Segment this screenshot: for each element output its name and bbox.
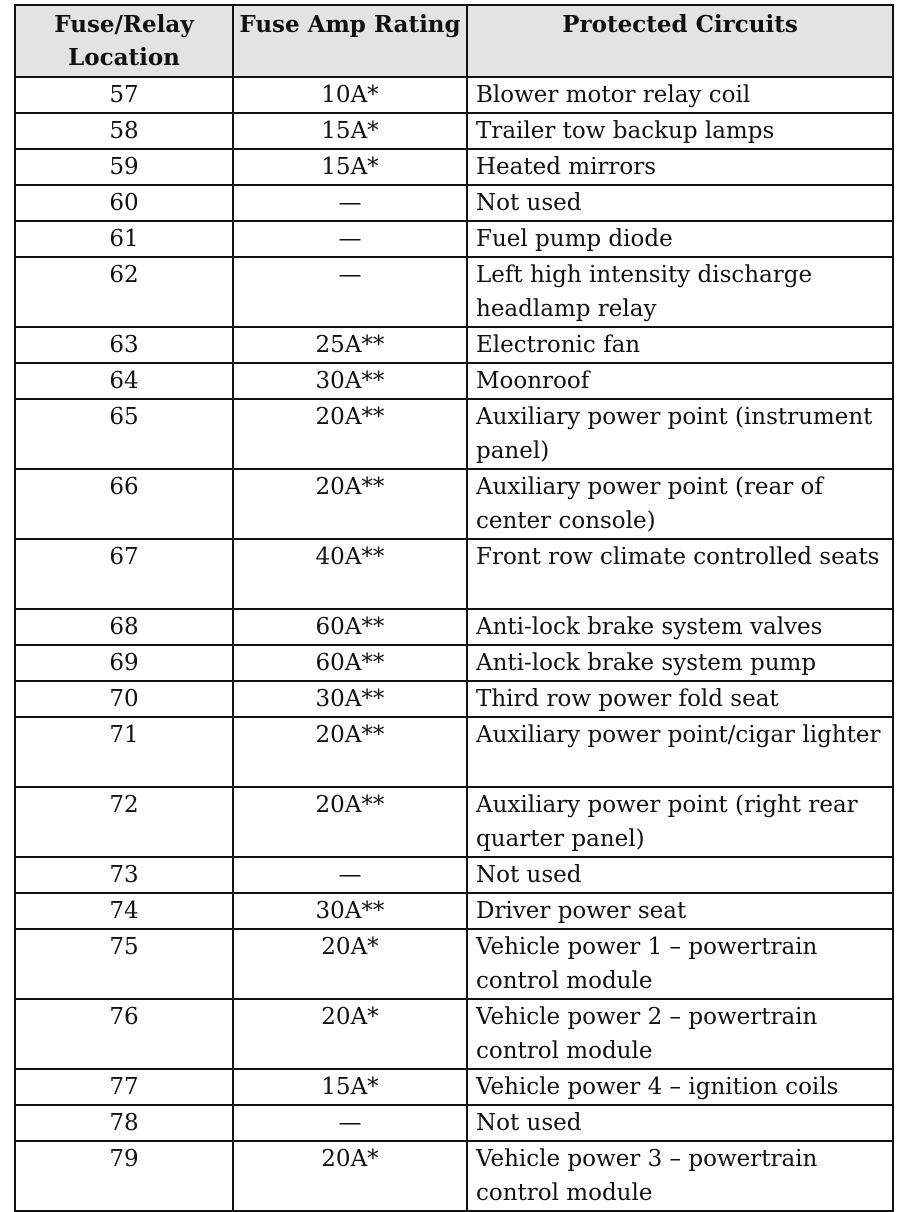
fuse-amp-cell: 10A*	[233, 77, 467, 113]
fuse-location-cell: 66	[15, 469, 233, 539]
table-row	[15, 221, 893, 257]
protected-circuit-cell: Auxiliary power point (right rear quarter panel)	[467, 787, 893, 857]
fuse-amp-cell: 25A**	[233, 327, 467, 363]
protected-circuit-cell: Auxiliary power point (instrument panel)	[467, 399, 893, 469]
table-row	[15, 363, 893, 399]
fuse-amp-cell: 20A*	[233, 999, 467, 1069]
fuse-amp-cell: 20A**	[233, 787, 467, 857]
table-row	[15, 257, 893, 327]
protected-circuit-cell: Electronic fan	[467, 327, 893, 363]
fuse-location-cell: 77	[15, 1069, 233, 1105]
protected-circuit-cell: Left high intensity discharge headlamp relay	[467, 257, 893, 327]
table-row	[15, 929, 893, 999]
protected-circuit-cell: Blower motor relay coil	[467, 77, 893, 113]
fuse-amp-cell: 15A*	[233, 1069, 467, 1105]
table-row	[15, 717, 893, 787]
fuse-location-cell: 71	[15, 717, 233, 787]
header-location: Fuse/Relay Location	[15, 5, 233, 77]
fuse-amp-cell: —	[233, 857, 467, 893]
fuse-location-cell: 79	[15, 1141, 233, 1211]
fuse-amp-cell: —	[233, 257, 467, 327]
table-row	[15, 609, 893, 645]
fuse-location-cell: 62	[15, 257, 233, 327]
protected-circuit-cell: Front row climate controlled seats	[467, 539, 893, 609]
header-protected-circuits: Protected Circuits	[467, 5, 893, 77]
protected-circuit-cell: Not used	[467, 857, 893, 893]
protected-circuit-cell: Third row power fold seat	[467, 681, 893, 717]
table-row	[15, 999, 893, 1069]
fuse-location-cell: 60	[15, 185, 233, 221]
fuse-location-cell: 59	[15, 149, 233, 185]
table-row	[15, 327, 893, 363]
fuse-location-cell: 76	[15, 999, 233, 1069]
table-row	[15, 77, 893, 113]
protected-circuit-cell: Anti-lock brake system pump	[467, 645, 893, 681]
table-row	[15, 469, 893, 539]
protected-circuit-cell: Driver power seat	[467, 893, 893, 929]
fuse-location-cell: 75	[15, 929, 233, 999]
protected-circuit-cell: Vehicle power 4 – ignition coils	[467, 1069, 893, 1105]
table-row	[15, 185, 893, 221]
table-row	[15, 1069, 893, 1105]
header-row	[15, 5, 893, 77]
fuse-amp-cell: 60A**	[233, 645, 467, 681]
table-body	[15, 77, 893, 1211]
protected-circuit-cell: Auxiliary power point/cigar lighter	[467, 717, 893, 787]
table-row	[15, 113, 893, 149]
header-amp-rating: Fuse Amp Rating	[233, 5, 467, 77]
protected-circuit-cell: Auxiliary power point (rear of center console)	[467, 469, 893, 539]
fuse-location-cell: 74	[15, 893, 233, 929]
protected-circuit-cell: Vehicle power 3 – powertrain control module	[467, 1141, 893, 1211]
fuse-location-cell: 73	[15, 857, 233, 893]
fuse-amp-cell: 20A**	[233, 469, 467, 539]
fuse-location-cell: 64	[15, 363, 233, 399]
protected-circuit-cell: Vehicle power 1 – powertrain control module	[467, 929, 893, 999]
fuse-amp-cell: 20A**	[233, 717, 467, 787]
fuse-amp-cell: —	[233, 221, 467, 257]
protected-circuit-cell: Not used	[467, 185, 893, 221]
table-row	[15, 645, 893, 681]
fuse-amp-cell: 15A*	[233, 113, 467, 149]
table-row	[15, 399, 893, 469]
fuse-location-cell: 68	[15, 609, 233, 645]
fuse-amp-cell: 60A**	[233, 609, 467, 645]
fuse-location-cell: 72	[15, 787, 233, 857]
protected-circuit-cell: Anti-lock brake system valves	[467, 609, 893, 645]
protected-circuit-cell: Heated mirrors	[467, 149, 893, 185]
fuse-location-cell: 78	[15, 1105, 233, 1141]
table-row	[15, 149, 893, 185]
fuse-amp-cell: 30A**	[233, 681, 467, 717]
fuse-table-container	[14, 4, 892, 1212]
fuse-amp-cell: 15A*	[233, 149, 467, 185]
table-row	[15, 1141, 893, 1211]
fuse-location-cell: 57	[15, 77, 233, 113]
table-row	[15, 539, 893, 609]
table-row	[15, 787, 893, 857]
fuse-amp-cell: 40A**	[233, 539, 467, 609]
table-row	[15, 1105, 893, 1141]
fuse-location-cell: 69	[15, 645, 233, 681]
fuse-location-cell: 65	[15, 399, 233, 469]
fuse-amp-cell: 20A*	[233, 1141, 467, 1211]
fuse-amp-cell: 20A**	[233, 399, 467, 469]
fuse-table	[14, 4, 894, 1212]
fuse-location-cell: 67	[15, 539, 233, 609]
table-row	[15, 857, 893, 893]
fuse-amp-cell: 20A*	[233, 929, 467, 999]
table-header	[15, 5, 893, 77]
protected-circuit-cell: Vehicle power 2 – powertrain control module	[467, 999, 893, 1069]
fuse-amp-cell: —	[233, 185, 467, 221]
fuse-amp-cell: 30A**	[233, 893, 467, 929]
fuse-location-cell: 58	[15, 113, 233, 149]
table-row	[15, 681, 893, 717]
protected-circuit-cell: Moonroof	[467, 363, 893, 399]
fuse-location-cell: 63	[15, 327, 233, 363]
fuse-amp-cell: —	[233, 1105, 467, 1141]
fuse-location-cell: 70	[15, 681, 233, 717]
table-row	[15, 893, 893, 929]
fuse-location-cell: 61	[15, 221, 233, 257]
protected-circuit-cell: Fuel pump diode	[467, 221, 893, 257]
fuse-amp-cell: 30A**	[233, 363, 467, 399]
protected-circuit-cell: Not used	[467, 1105, 893, 1141]
protected-circuit-cell: Trailer tow backup lamps	[467, 113, 893, 149]
